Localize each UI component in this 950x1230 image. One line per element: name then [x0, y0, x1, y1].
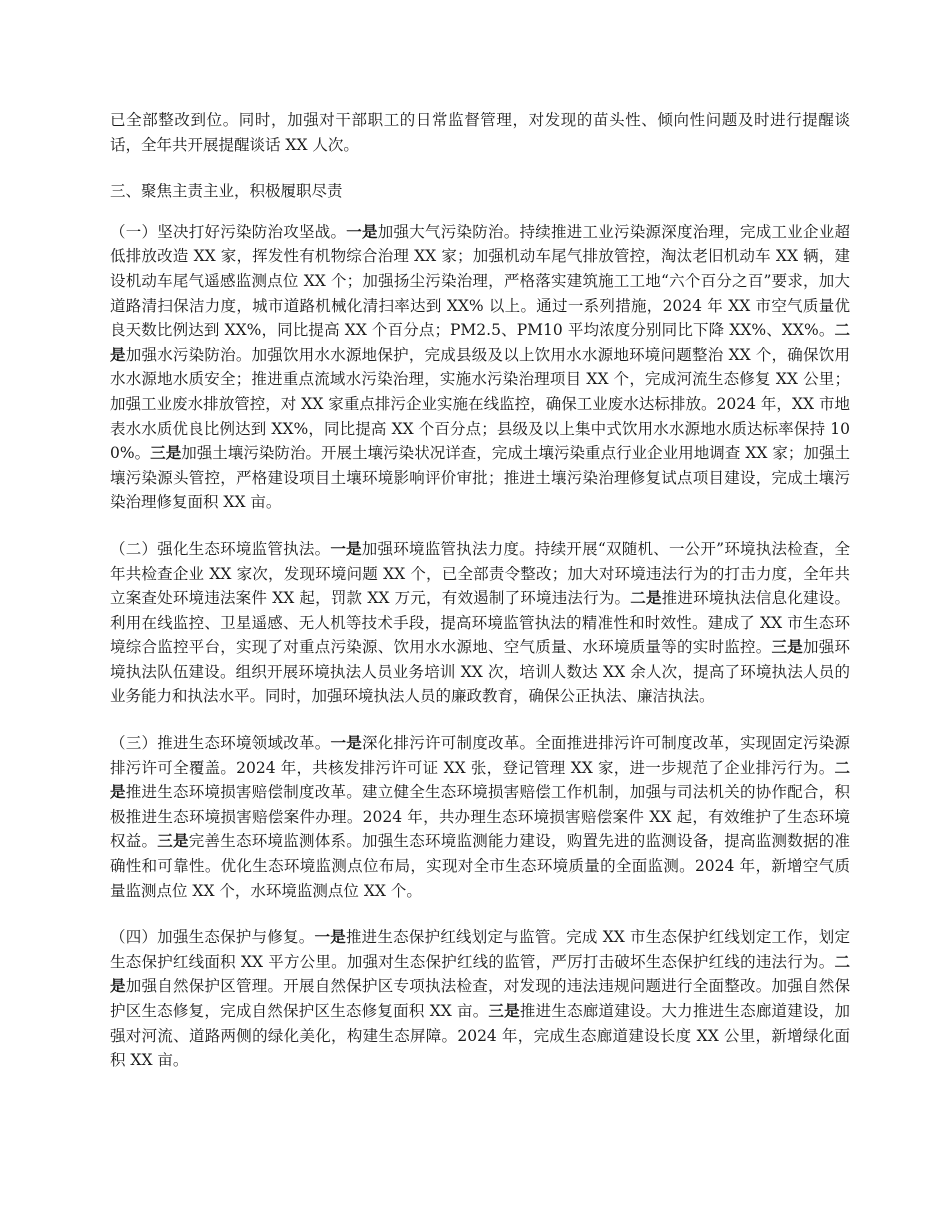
paragraph-text: 完善生态环境监测体系。加强生态环境监测能力建设，购置先进的监测设备，提高监测数据的准确性和可靠性。优化生态环境监测点位布局，实现对全市生态环境质量的全面监测。2024 年，新增空气质量监测点位 XX 个，水环境监测点位 XX 个。: [110, 832, 850, 900]
section-heading: [110, 179, 850, 204]
paragraph-text: 加强大气污染防治。持续推进工业污染源深度治理，完成工业企业超低排放改造 XX 家，挥发性有机物综合治理 XX 家；加强机动车尾气排放管控，淘汰老旧机动车 XX 辆，建设机动车尾气遥感监测点位 XX 个；加强扬尘污染治理，严格落实建筑施工工地“六个百分之百”要求，加大道路清扫保洁力度，城市道路机械化清扫率达到 XX% 以上。通过一系列措施，2024 年 XX 市空气质量优良天数比例达到 XX%，同比提高 XX 个百分点；PM2.5、PM10 平均浓度分别同比下降 XX%、XX%。: [110, 222, 850, 340]
paragraph-enforcement: [110, 537, 850, 709]
bold-marker-second: 二是: [630, 588, 662, 608]
bold-marker-first: 一是: [330, 733, 362, 753]
paragraph-reform: [110, 731, 850, 903]
bold-marker-third: 三是: [157, 831, 189, 851]
paragraph-text: 加强自然保护区管理。开展自然保护区专项执法检查，对发现的违法违规问题进行全面整改。加强自然保护区生态修复，完成自然保护区生态修复面积 XX 亩。: [110, 977, 850, 1020]
paragraph-text: 推进生态保护红线划定与监管。完成 XX 市生态保护红线划定工作，划定生态保护红线面积 XX 平方公里。加强对生态保护红线的监管，严厉打击破坏生态保护红线的违法行为。: [110, 928, 850, 971]
bold-marker-first: 一是: [314, 927, 346, 947]
paragraph-rectification-summary: [110, 108, 850, 157]
section-heading-text: 三、聚焦主责主业，积极履职尽责: [110, 182, 343, 201]
paragraph-text: 推进生态廊道建设。大力推进生态廊道建设，加强对河流、道路两侧的绿化美化，构建生态屏障。2024 年，完成生态廊道建设长度 XX 公里，新增绿化面积 XX 亩。: [110, 1002, 850, 1070]
bold-marker-third: 三是: [488, 1001, 520, 1020]
paragraph-text: 加强土壤污染防治。开展土壤污染状况详查，完成土壤污染重点行业企业用地调查 XX 家；加强土壤污染源头管控，严格建设项目土壤环境影响评价审批；推进土壤污染治理修复试点项目建设，完成土壤污染治理修复面积 XX 亩。: [110, 444, 850, 512]
paragraph-text: 加强环境执法队伍建设。组织开展环境执法人员业务培训 XX 次，培训人数达 XX 余人次，提高了环境执法人员的业务能力和执法水平。同时，加强环境执法人员的廉政教育，确保公正执法、廉洁执法。: [110, 638, 850, 706]
paragraph-text: 加强环境监管执法力度。持续开展“双随机、一公开”环境执法检查，全年共检查企业 XX 家次，发现环境问题 XX 个，已全部责令整改；加大对环境违法行为的打击力度，全年共立案查处环境违法案件 XX 起，罚款 XX 万元，有效遏制了环境违法行为。: [110, 539, 850, 608]
paragraph-subheading: （一）坚决打好污染防治攻坚战。: [110, 222, 347, 241]
bold-marker-second: 二是: [110, 320, 850, 364]
bold-marker-first: 一是: [330, 538, 362, 558]
paragraph-subheading: （四）加强生态保护与修复。: [110, 928, 315, 947]
paragraph-pollution-prevention: [110, 220, 850, 515]
bold-marker-second: 二是: [110, 757, 850, 802]
paragraph-text: 深化排污许可制度改革。全面推进排污许可制度改革，实现固定污染源排污许可全覆盖。2024 年，共核发排污许可证 XX 张，登记管理 XX 家，进一步规范了企业排污行为。: [110, 734, 850, 777]
paragraph-subheading: （三）推进生态环境领域改革。: [110, 734, 331, 753]
paragraph-text: 已全部整改到位。同时，加强对干部职工的日常监督管理，对发现的苗头性、倾向性问题及时进行提醒谈话，全年共开展提醒谈话 XX 人次。: [110, 111, 850, 154]
document-page: [110, 108, 850, 1095]
paragraph-subheading: （二）强化生态环境监管执法。: [110, 539, 331, 558]
paragraph-text: 推进环境执法信息化建设。利用在线监控、卫星遥感、无人机等技术手段，提高环境监管执法的精准性和时效性。建成了 XX 市生态环境综合监控平台，实现了对重点污染源、饮用水水源地、空气质量、水环境质量等的实时监控。: [110, 589, 850, 657]
bold-marker-first: 一是: [346, 221, 378, 241]
bold-marker-second: 二是: [110, 951, 850, 996]
paragraph-text: 加强水污染防治。加强饮用水水源地保护，完成县级及以上饮用水水源地环境问题整治 XX 个，确保饮用水水源地水质安全；推进重点流域水污染治理，实施水污染治理项目 XX 个，完成河流生态修复 XX 公里；加强工业废水排放管控，对 XX 家重点排污企业实施在线监控，确保工业废水达标排放。2024 年，XX 市地表水水质优良比例达到 XX%，同比提高 XX 个百分点；县级及以上集中式饮用水水源地水质达标率保持 100%。: [110, 345, 850, 463]
paragraph-text: 推进生态环境损害赔偿制度改革。建立健全生态环境损害赔偿工作机制，加强与司法机关的协作配合，积极推进生态环境损害赔偿案件办理。2024 年，共办理生态环境损害赔偿案件 XX 起，有效维护了生态环境权益。: [110, 783, 850, 851]
bold-marker-third: 三是: [771, 637, 803, 657]
paragraph-ecological-protection: [110, 925, 850, 1073]
bold-marker-third: 三是: [150, 443, 182, 463]
